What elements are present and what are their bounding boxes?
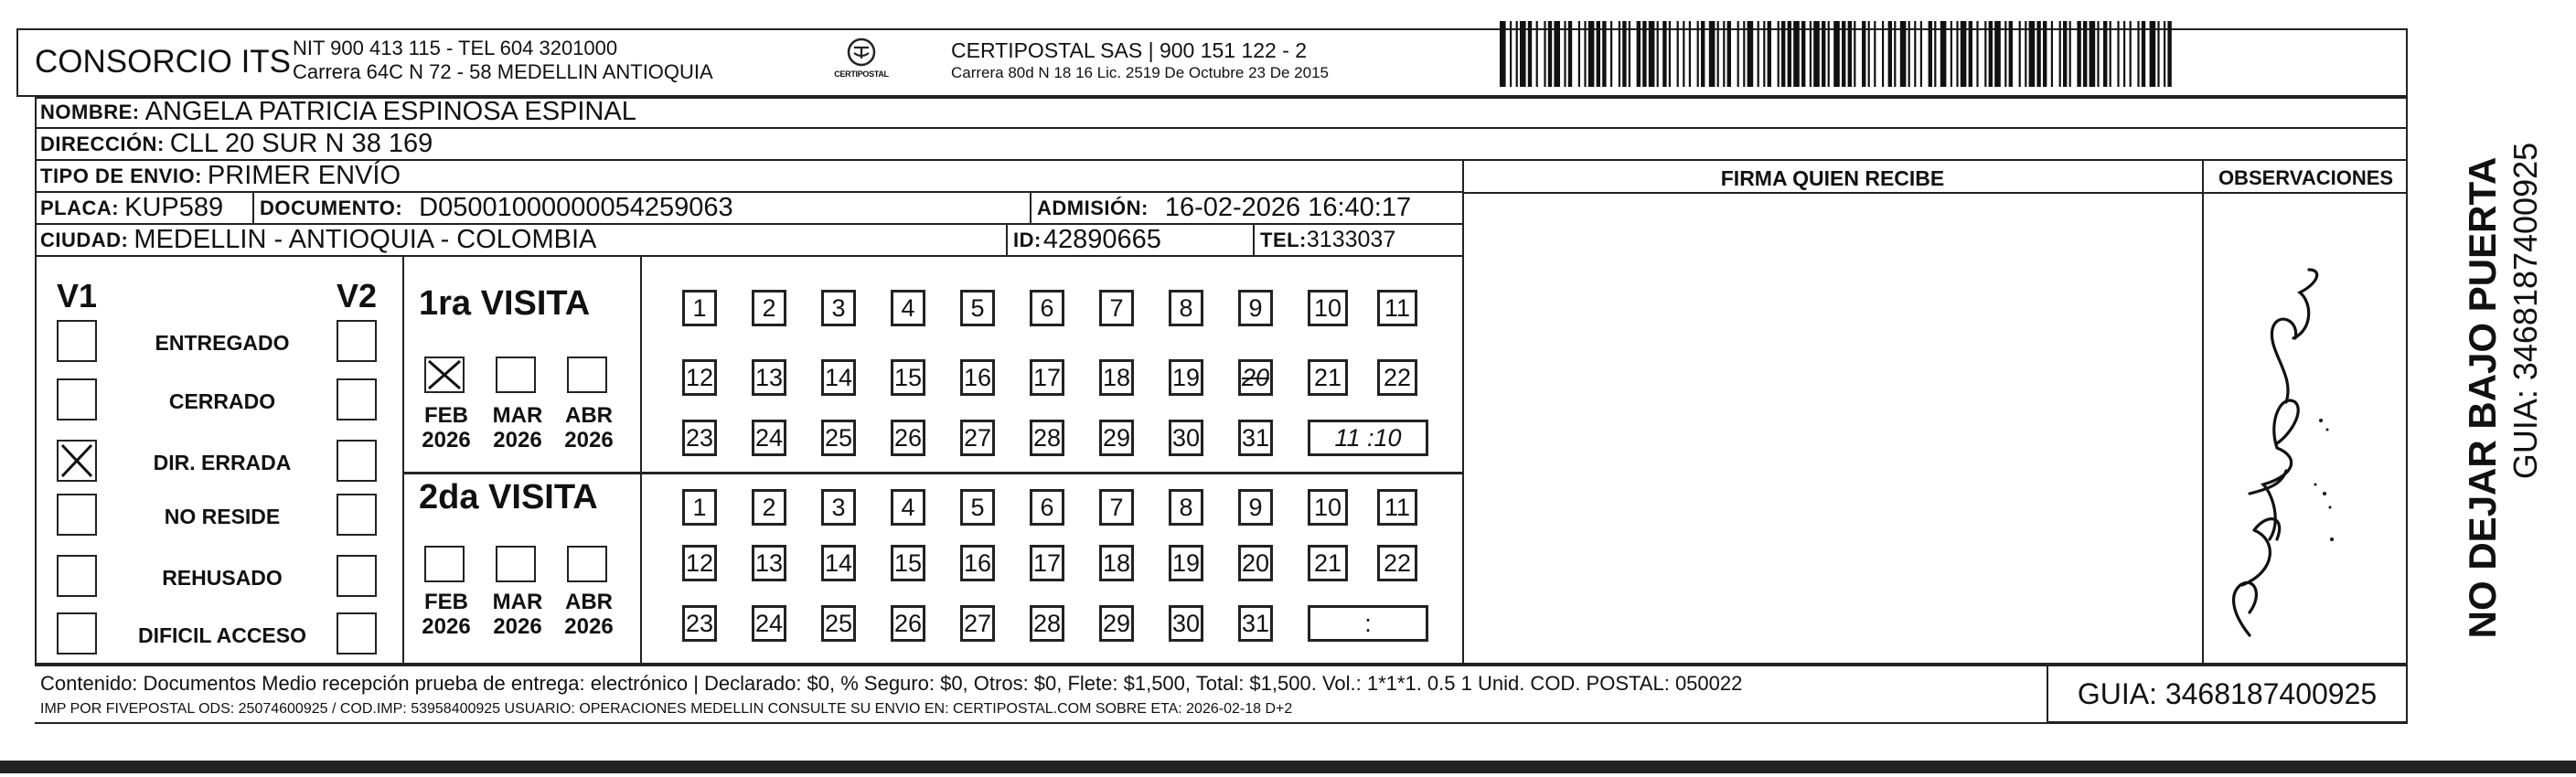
footer-guia-box xyxy=(2047,665,2408,723)
status-v1-checkbox[interactable] xyxy=(57,555,97,597)
visit1-day-box[interactable]: 27 xyxy=(960,420,995,456)
ciudad-value: MEDELLIN - ANTIOQUIA - COLOMBIA xyxy=(134,225,597,254)
status-label: REHUSADO xyxy=(162,566,283,590)
direccion-value: CLL 20 SUR N 38 169 xyxy=(169,129,433,158)
firma-header: FIRMA QUIEN RECIBE xyxy=(1720,166,1945,190)
direccion-row xyxy=(35,129,2408,161)
visit1-day-box[interactable]: 4 xyxy=(891,290,925,326)
visit1-day-box[interactable]: 2 xyxy=(752,290,786,326)
visit1-day-box[interactable]: 24 xyxy=(752,420,786,456)
visit2-day-box[interactable]: 14 xyxy=(821,545,856,581)
visit2-month-checkbox[interactable] xyxy=(496,546,536,582)
id-value: 42890665 xyxy=(1042,225,1161,254)
visit1-day-box[interactable]: 16 xyxy=(960,359,995,396)
footer-line2: IMP POR FIVEPOSTAL ODS: 25074600925 / COD.IMP: 53958400925 USUARIO: OPERACIONES MEDELLIN CONSULTE SU ENVIO EN: CERTIPOSTAL.COM SOBRE ETA: 2026-02-18 D+2 xyxy=(40,701,1293,717)
status-v2-checkbox[interactable] xyxy=(337,612,377,655)
visit1-day-box[interactable]: 21 xyxy=(1308,359,1348,396)
placa-cell xyxy=(35,193,254,225)
visit2-day-box[interactable]: 1 xyxy=(682,489,717,526)
visit2-month-name: MAR xyxy=(492,590,543,614)
footer-line1: Contenido: Documentos Medio recepción prueba de entrega: electrónico | Declarado: $0, % Seguro: $0, Otros: $0, Flete: $1,500, Total: $1,500. Vol.: 1*1*1. 0.5 1 Unid. COD. POSTAL: 050022 xyxy=(40,672,1743,695)
visit1-title: 1ra VISITA xyxy=(419,284,591,323)
nombre-value: ANGELA PATRICIA ESPINOSA ESPINAL xyxy=(144,97,636,126)
visit2-day-box[interactable]: 28 xyxy=(1030,605,1064,642)
v2-header: V2 xyxy=(337,277,378,314)
barcode xyxy=(1500,21,2176,87)
visit1-day-box[interactable]: 1 xyxy=(682,290,717,326)
placa-label: PLACA: xyxy=(40,196,120,219)
nombre-row xyxy=(35,97,2408,129)
visit1-day-box[interactable]: 15 xyxy=(891,359,925,396)
visit2-day-box[interactable]: 12 xyxy=(682,545,717,581)
visit2-day-box[interactable]: 25 xyxy=(821,605,856,642)
visit2-day-box[interactable]: 23 xyxy=(682,605,717,642)
visit2-month-year: 2026 xyxy=(564,614,614,639)
visit1-month-checkbox[interactable] xyxy=(567,357,607,393)
visit1-month-name: FEB xyxy=(424,403,468,428)
visit2-month-checkbox[interactable] xyxy=(567,546,607,582)
visit1-month-checkbox[interactable] xyxy=(424,357,465,393)
status-v2-checkbox[interactable] xyxy=(337,320,377,362)
firma-divider xyxy=(1462,161,1464,665)
logo-text: CERTIPOSTAL xyxy=(834,69,889,79)
status-v2-checkbox[interactable] xyxy=(337,440,377,482)
visit1-day-box[interactable]: 13 xyxy=(752,359,786,396)
visit2-day-box[interactable]: 13 xyxy=(752,545,786,581)
visit2-month-year: 2026 xyxy=(422,614,471,639)
status-v2-checkbox[interactable] xyxy=(337,494,377,536)
visit1-day-box[interactable]: 26 xyxy=(891,420,925,456)
visit1-day-box[interactable]: 29 xyxy=(1099,420,1134,456)
ciudad-label: CIUDAD: xyxy=(40,228,129,251)
side-guia: GUIA: 3468187400925 xyxy=(2507,142,2544,480)
admision-value: 16-02-2026 16:40:17 xyxy=(1164,193,1412,222)
visit2-day-box[interactable]: 15 xyxy=(891,545,925,581)
company-name: CONSORCIO ITS xyxy=(35,44,292,80)
visit2-title: 2da VISITA xyxy=(419,478,598,516)
visit2-days-divider xyxy=(640,474,642,665)
visit2-day-box[interactable]: 10 xyxy=(1308,489,1348,526)
observaciones-divider xyxy=(2202,161,2204,665)
visit2-day-box[interactable]: 11 xyxy=(1377,489,1417,526)
tipo-envio-cell xyxy=(35,161,1463,193)
visit1-month-name: MAR xyxy=(492,403,543,428)
tel-value: 3133037 xyxy=(1306,227,1396,252)
status-v1-checkbox[interactable] xyxy=(57,320,97,362)
visit1-day-box[interactable]: 19 xyxy=(1169,359,1203,396)
side-warning: NO DEJAR BAJO PUERTA xyxy=(2461,156,2504,639)
visit1-day-box[interactable]: 8 xyxy=(1169,290,1203,326)
status-v2-checkbox[interactable] xyxy=(337,555,377,597)
ciudad-cell xyxy=(35,225,1006,257)
status-v1-checkbox[interactable] xyxy=(57,440,97,482)
documento-label: DOCUMENTO: xyxy=(260,196,403,219)
status-label: DIR. ERRADA xyxy=(153,451,292,474)
recipient-signature xyxy=(2213,265,2350,649)
visit2-month-year: 2026 xyxy=(493,614,542,639)
visit1-day-box[interactable]: 22 xyxy=(1377,359,1417,396)
visit1-month-name: ABR xyxy=(565,403,613,428)
visit1-month-year: 2026 xyxy=(493,428,542,452)
direccion-label: DIRECCIÓN: xyxy=(40,132,165,155)
tipo-envio-label: TIPO DE ENVIO: xyxy=(40,164,202,187)
check-x-icon xyxy=(426,358,463,391)
form-bottom-border xyxy=(35,722,2408,724)
visit2-time-box[interactable]: : xyxy=(1308,605,1428,642)
status-label: ENTREGADO xyxy=(155,331,290,355)
carrier-line2: Carrera 80d N 18 16 Lic. 2519 De Octubre 23 De 2015 xyxy=(951,64,1329,81)
status-panel-divider xyxy=(402,257,404,665)
id-cell xyxy=(1006,225,1253,257)
visit2-day-box[interactable]: 16 xyxy=(960,545,995,581)
nombre-label: NOMBRE: xyxy=(40,100,140,123)
status-v1-checkbox[interactable] xyxy=(57,494,97,536)
visit2-month-name: ABR xyxy=(565,590,613,614)
visit2-day-box[interactable]: 29 xyxy=(1099,605,1134,642)
v1-header: V1 xyxy=(57,277,98,314)
status-label: NO RESIDE xyxy=(164,505,281,528)
signature-graphic xyxy=(2213,265,2350,649)
visit2-day-box[interactable]: 26 xyxy=(891,605,925,642)
visit1-day-box[interactable]: 5 xyxy=(960,290,995,326)
visit2-day-box[interactable]: 30 xyxy=(1169,605,1203,642)
visit2-day-box[interactable]: 9 xyxy=(1238,489,1273,526)
id-label: ID: xyxy=(1013,228,1042,251)
visit1-day-box[interactable]: 31 xyxy=(1238,420,1273,456)
visit2-day-box[interactable]: 21 xyxy=(1308,545,1348,581)
documento-value: D05001000000054259063 xyxy=(419,193,733,222)
visit2-day-box[interactable]: 3 xyxy=(821,489,856,526)
visit1-day-box[interactable]: 23 xyxy=(682,420,717,456)
visit2-day-box[interactable]: 4 xyxy=(891,489,925,526)
visit1-day-box[interactable]: 11 xyxy=(1377,290,1417,326)
visit2-day-box[interactable]: 19 xyxy=(1169,545,1203,581)
visit1-day-box[interactable]: 10 xyxy=(1308,290,1348,326)
placa-value: KUP589 xyxy=(124,193,224,222)
visit1-month-year: 2026 xyxy=(564,428,614,452)
visit1-days-divider xyxy=(640,257,642,473)
tipo-envio-value: PRIMER ENVÍO xyxy=(207,161,401,190)
visit2-day-box[interactable]: 2 xyxy=(752,489,786,526)
visit2-day-box[interactable]: 22 xyxy=(1377,545,1417,581)
visit1-month-year: 2026 xyxy=(422,428,471,452)
visit2-month-name: FEB xyxy=(424,590,468,614)
visit2-day-box[interactable]: 24 xyxy=(752,605,786,642)
visits-separator xyxy=(402,472,1463,474)
admision-cell xyxy=(1030,193,1463,225)
visit1-day-box[interactable]: 9 xyxy=(1238,290,1273,326)
visit1-day-box[interactable]: 18 xyxy=(1099,359,1134,396)
company-line1: NIT 900 413 115 - TEL 604 3201000 xyxy=(293,37,618,59)
tel-label: TEL: xyxy=(1260,228,1307,251)
visit1-day-box[interactable]: 14 xyxy=(821,359,856,396)
documento-cell xyxy=(254,193,1030,225)
visit2-day-box[interactable]: 8 xyxy=(1169,489,1203,526)
visit2-day-box[interactable]: 6 xyxy=(1030,489,1064,526)
status-label: DIFICIL ACCESO xyxy=(137,623,306,647)
visit2-day-box[interactable]: 20 xyxy=(1238,545,1273,581)
visit2-day-box[interactable]: 18 xyxy=(1099,545,1134,581)
visit1-day-box[interactable]: 25 xyxy=(821,420,856,456)
visit2-day-box[interactable]: 31 xyxy=(1238,605,1273,642)
visit2-day-box[interactable]: 27 xyxy=(960,605,995,642)
firma-header-line xyxy=(1463,192,2408,194)
visit2-day-box[interactable]: 17 xyxy=(1030,545,1064,581)
observaciones-header: OBSERVACIONES xyxy=(2218,166,2394,189)
company-line2: Carrera 64C N 72 - 58 MEDELLIN ANTIOQUIA xyxy=(293,60,713,83)
visit2-day-box[interactable]: 7 xyxy=(1099,489,1134,526)
visit1-day-box[interactable]: 7 xyxy=(1099,290,1134,326)
visit1-day-box[interactable]: 12 xyxy=(682,359,717,396)
visit2-day-box[interactable]: 5 xyxy=(960,489,995,526)
visit1-month-checkbox[interactable] xyxy=(496,357,536,393)
visit1-day-box[interactable]: 3 xyxy=(821,290,856,326)
visit1-time-box[interactable]: 11 :10 xyxy=(1308,420,1428,456)
barcode-graphic xyxy=(1500,21,2176,87)
certipostal-logo-icon xyxy=(834,37,889,90)
visit1-day-box[interactable]: 20 xyxy=(1238,359,1273,396)
visit2-month-checkbox[interactable] xyxy=(424,546,465,582)
tel-cell xyxy=(1253,225,1463,257)
visit1-day-box[interactable]: 30 xyxy=(1169,420,1203,456)
admision-label: ADMISIÓN: xyxy=(1037,196,1149,219)
status-v1-checkbox[interactable] xyxy=(57,378,97,420)
carrier-line1: CERTIPOSTAL SAS | 900 151 122 - 2 xyxy=(951,38,1308,62)
status-v2-checkbox[interactable] xyxy=(337,378,377,420)
certipostal-logo xyxy=(834,37,889,90)
footer-guia: GUIA: 3468187400925 xyxy=(2077,676,2378,710)
visit1-day-box[interactable]: 28 xyxy=(1030,420,1064,456)
check-x-icon xyxy=(59,442,95,480)
status-v1-checkbox[interactable] xyxy=(57,612,97,655)
visit1-day-box[interactable]: 6 xyxy=(1030,290,1064,326)
status-label: CERRADO xyxy=(168,389,276,413)
visit1-day-box[interactable]: 17 xyxy=(1030,359,1064,396)
page-bottom-border xyxy=(0,761,2576,773)
